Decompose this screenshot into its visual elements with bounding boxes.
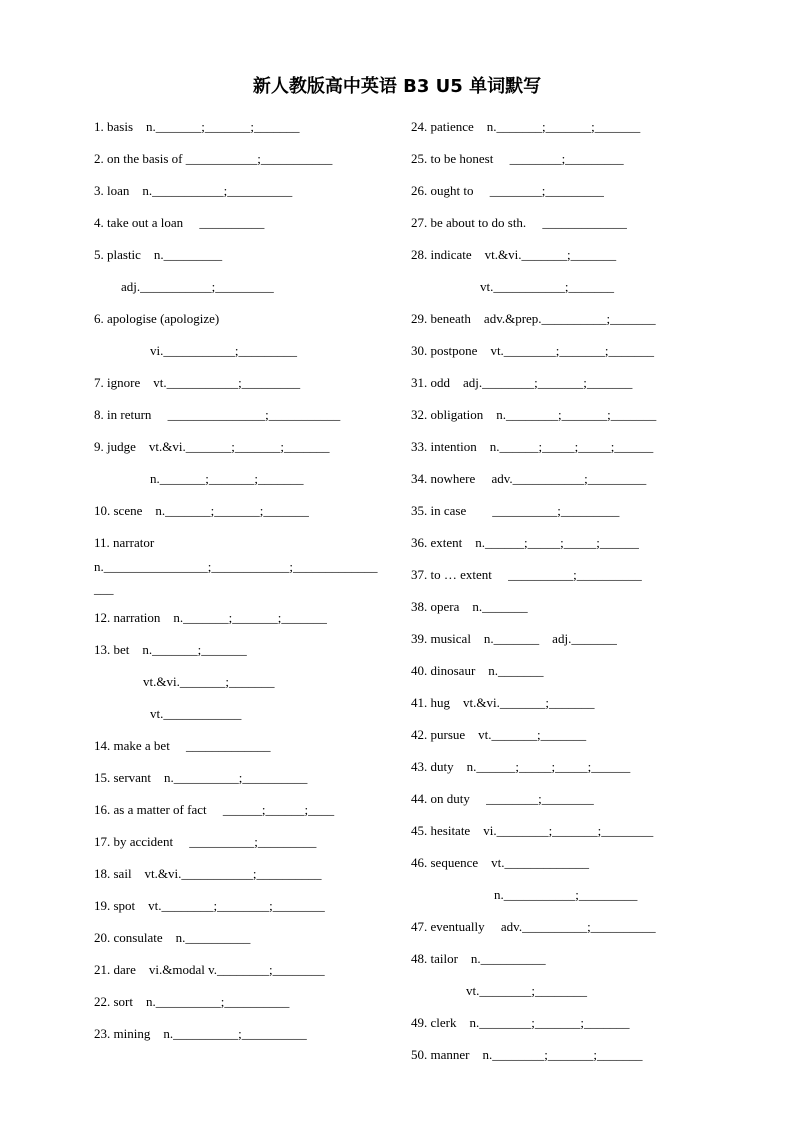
list-item-continuation: vt.________;________ [466,983,587,998]
list-item: 35. in case __________;_________ [411,503,620,518]
list-item: 40. dinosaur n._______ [411,663,544,678]
list-item: 23. mining n.__________;__________ [94,1026,307,1041]
list-item: 18. sail vt.&vi.___________;__________ [94,866,322,881]
list-item-continuation: adj.___________;_________ [121,279,274,294]
list-item-continuation: vi.___________;_________ [150,343,297,358]
list-item: 21. dare vi.&modal v.________;________ [94,962,325,977]
list-item: 31. odd adj.________;_______;_______ [411,375,633,390]
list-item: 8. in return _______________;___________ [94,407,341,422]
list-item: 20. consulate n.__________ [94,930,251,945]
list-item: 33. intention n.______;_____;_____;______ [411,439,654,454]
page-title: 新人教版高中英语 B3 U5 单词默写 [252,76,542,97]
list-item: 39. musical n._______ adj._______ [411,631,617,646]
list-item: 16. as a matter of fact ______;______;____ [94,802,335,817]
list-item: 22. sort n.__________;__________ [94,994,290,1009]
list-item-continuation: n._______;_______;_______ [150,471,304,486]
list-item: 7. ignore vt.___________;_________ [94,375,301,390]
list-item: 27. be about to do sth. _____________ [411,215,627,230]
list-item-continuation: vt.&vi._______;_______ [143,674,275,689]
list-item: 5. plastic n._________ [94,247,223,262]
list-item: 43. duty n.______;_____;_____;______ [411,759,631,774]
list-item: 46. sequence vt._____________ [411,855,590,870]
list-item: 48. tailor n.__________ [411,951,546,966]
list-item: 11. narrator [94,535,155,550]
list-item: 15. servant n.__________;__________ [94,770,308,785]
list-item: 36. extent n.______;_____;_____;______ [411,535,639,550]
list-item: 28. indicate vt.&vi._______;_______ [411,247,617,262]
list-item: 47. eventually adv.__________;__________ [411,919,656,934]
list-item: 13. bet n._______;_______ [94,642,247,657]
list-item: 2. on the basis of ___________;___________ [94,151,333,166]
list-item-continuation: ___ [94,581,114,596]
list-item: 12. narration n._______;_______;_______ [94,610,327,625]
list-item: 44. on duty ________;________ [411,791,594,806]
list-item: 9. judge vt.&vi._______;_______;_______ [94,439,330,454]
list-item: 49. clerk n.________;_______;_______ [411,1015,630,1030]
list-item: 30. postpone vt.________;_______;_______ [411,343,655,358]
list-item: 37. to … extent __________;__________ [411,567,642,582]
list-item: 29. beneath adv.&prep.__________;_______ [411,311,656,326]
list-item-continuation: n.___________;_________ [494,887,638,902]
list-item: 50. manner n.________;_______;_______ [411,1047,643,1062]
list-item: 14. make a bet _____________ [94,738,271,753]
list-item-continuation: vt.___________;_______ [480,279,614,294]
list-item: 17. by accident __________;_________ [94,834,317,849]
list-item-continuation: n.________________;____________;_____________ [94,559,378,574]
list-item: 32. obligation n.________;_______;_______ [411,407,657,422]
list-item: 26. ought to ________;_________ [411,183,604,198]
list-item: 6. apologise (apologize) [94,311,220,326]
list-item: 3. loan n.___________;__________ [94,183,293,198]
list-item: 34. nowhere adv.___________;_________ [411,471,647,486]
list-item: 10. scene n._______;_______;_______ [94,503,309,518]
list-item: 25. to be honest ________;_________ [411,151,624,166]
list-item: 1. basis n._______;_______;_______ [94,119,300,134]
list-item: 42. pursue vt._______;_______ [411,727,587,742]
list-item: 41. hug vt.&vi._______;_______ [411,695,595,710]
list-item: 4. take out a loan __________ [94,215,265,230]
list-item: 19. spot vt.________;________;________ [94,898,325,913]
list-item: 38. opera n._______ [411,599,528,614]
list-item: 45. hesitate vi.________;_______;________ [411,823,654,838]
list-item: 24. patience n._______;_______;_______ [411,119,641,134]
list-item-continuation: vt.____________ [150,706,242,721]
